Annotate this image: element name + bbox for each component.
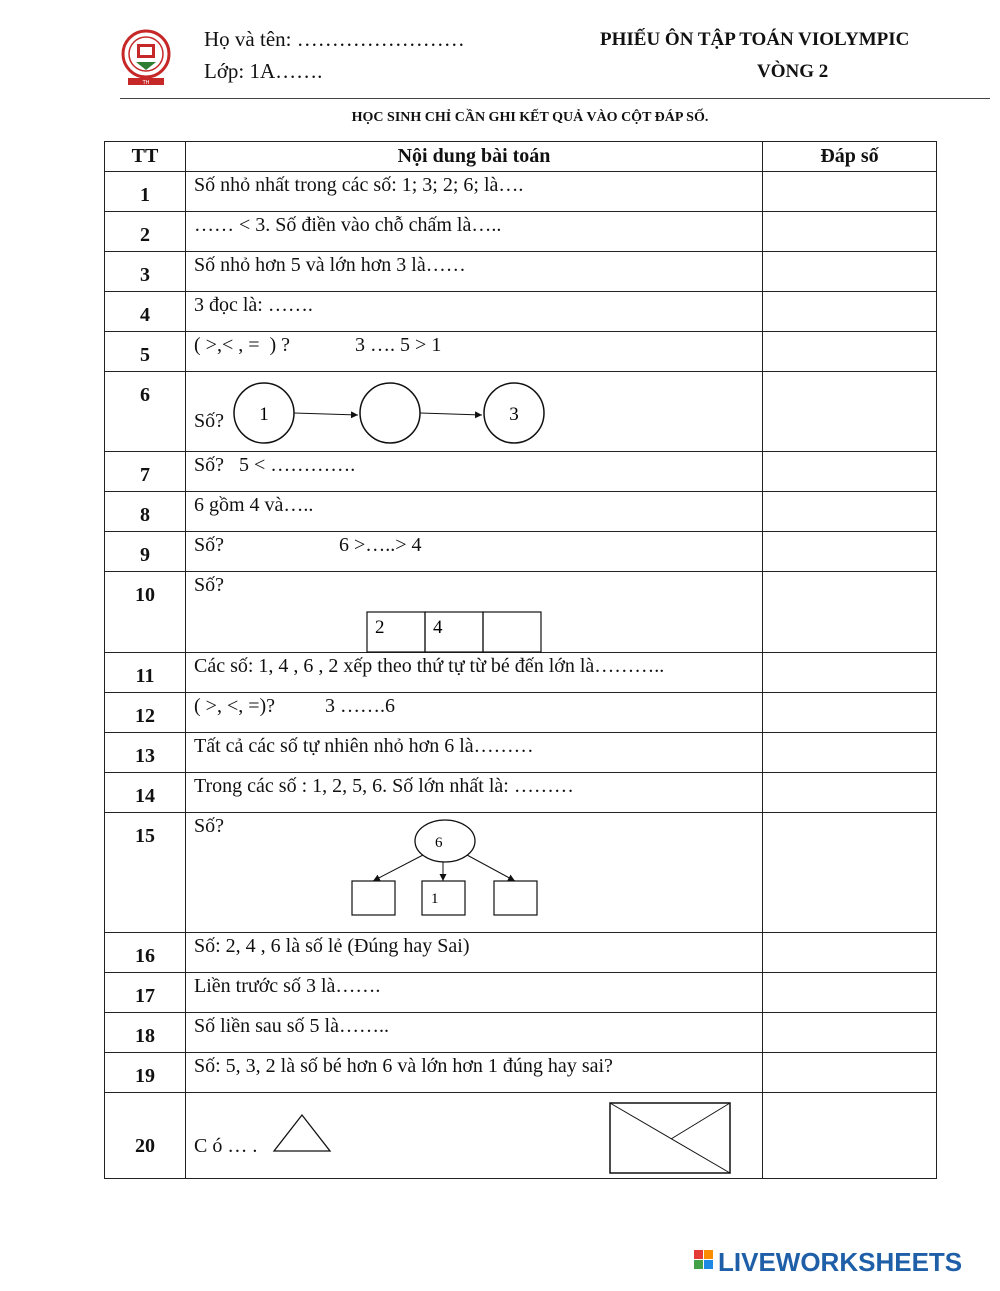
question-text: Tất cả các số tự nhiên nhỏ hơn 6 là……… [194, 735, 534, 757]
question-table [104, 141, 937, 1179]
brand-logo-icon [694, 1250, 713, 1269]
question-text: Số nhỏ nhất trong các số: 1; 3; 2; 6; là…. [194, 174, 524, 196]
logo-text: TH [142, 80, 150, 86]
number-tree-diagram [351, 819, 541, 919]
question-number: 1 [140, 184, 150, 206]
answer-cell[interactable] [763, 813, 937, 933]
answer-cell[interactable] [763, 773, 937, 813]
question-number: 8 [140, 504, 150, 526]
tree-top-value: 6 [435, 835, 443, 851]
answer-cell[interactable] [763, 572, 937, 653]
answer-cell[interactable] [763, 653, 937, 693]
answer-cell[interactable] [763, 172, 937, 212]
question-number: 7 [140, 464, 150, 486]
question-row [105, 1013, 937, 1053]
question-text: ( >,< , = ) ? 3 …. 5 > 1 [194, 334, 442, 356]
number-circle-diagram [226, 380, 556, 446]
question-row [105, 773, 937, 813]
question-number: 2 [140, 224, 150, 246]
question-number: 10 [135, 584, 155, 606]
question-number: 18 [135, 1025, 155, 1047]
question-text: Số: 5, 3, 2 là số bé hơn 6 và lớn hơn 1 đúng hay sai? [194, 1055, 613, 1077]
school-logo [120, 22, 172, 92]
header-content: Nội dung bài toán [186, 142, 763, 172]
answer-cell[interactable] [763, 292, 937, 332]
question-number: 4 [140, 304, 150, 326]
question-number: 11 [135, 665, 155, 687]
question-text: Trong các số : 1, 2, 5, 6. Số lớn nhất là: ……… [194, 775, 574, 797]
question-row [105, 172, 937, 212]
brand-square [694, 1260, 703, 1269]
box-value: 4 [433, 617, 443, 638]
question-row [105, 212, 937, 252]
question-row [105, 292, 937, 332]
triangle-icon [272, 1113, 332, 1153]
instruction: HỌC SINH CHỈ CẦN GHI KẾT QUẢ VÀO CỘT ĐÁP SỐ. [351, 110, 709, 125]
question-row [105, 1093, 937, 1179]
question-text: Số? [194, 410, 224, 432]
blank-box[interactable] [494, 881, 537, 915]
answer-cell[interactable] [763, 452, 937, 492]
brand-square [694, 1250, 703, 1259]
arrow-icon [373, 855, 423, 881]
arrow-icon [294, 413, 358, 415]
header-tt: TT [105, 142, 186, 172]
question-row [105, 532, 937, 572]
question-number: 3 [140, 264, 150, 286]
brand-text: LIVEWORKSHEETS [718, 1247, 963, 1277]
question-number: 20 [135, 1135, 155, 1157]
question-row [105, 693, 937, 733]
answer-cell[interactable] [763, 693, 937, 733]
question-text: Số? 6 >…..> 4 [194, 534, 422, 556]
question-row [105, 492, 937, 532]
question-text: Các số: 1, 4 , 6 , 2 xếp theo thứ tự từ bé đến lớn là……….. [194, 655, 665, 677]
question-row [105, 813, 937, 933]
question-text: Số? 5 < …………. [194, 454, 356, 476]
liveworksheets-brand [692, 1247, 992, 1277]
question-text: …… < 3. Số điền vào chỗ chấm là….. [194, 214, 502, 236]
round-label: VÒNG 2 [757, 61, 829, 82]
brand-mark [692, 1247, 992, 1277]
answer-cell[interactable] [763, 212, 937, 252]
question-text: Số? [194, 574, 224, 596]
tree-leaf-value: 1 [431, 891, 439, 907]
header-answer: Đáp số [763, 142, 937, 172]
brand-square [704, 1260, 713, 1269]
question-text: Số liền sau số 5 là…….. [194, 1015, 389, 1037]
answer-cell[interactable] [763, 1013, 937, 1053]
question-row [105, 933, 937, 973]
question-row [105, 452, 937, 492]
answer-cell[interactable] [763, 973, 937, 1013]
question-number: 9 [140, 544, 150, 566]
question-text: ( >, <, =)? 3 …….6 [194, 695, 396, 717]
student-name-field: Họ và tên: …………………… [204, 27, 465, 51]
question-number: 17 [135, 985, 155, 1007]
question-number: 12 [135, 705, 155, 727]
question-number: 13 [135, 745, 155, 767]
question-row [105, 653, 937, 693]
answer-cell[interactable] [763, 372, 937, 452]
question-row [105, 572, 937, 653]
question-text: 3 đọc là: ……. [194, 294, 313, 316]
question-text: 6 gồm 4 và….. [194, 494, 314, 516]
class-field: Lớp: 1A……. [204, 59, 323, 83]
blank-box[interactable] [352, 881, 395, 915]
question-row [105, 1053, 937, 1093]
question-number: 19 [135, 1065, 155, 1087]
question-row [105, 973, 937, 1013]
question-text: Số? [194, 815, 224, 837]
question-text: Số: 2, 4 , 6 là số lẻ (Đúng hay Sai) [194, 935, 470, 957]
question-text: Số nhỏ hơn 5 và lớn hơn 3 là…… [194, 254, 466, 276]
circle-value: 3 [509, 404, 519, 425]
question-row [105, 733, 937, 773]
question-number: 14 [135, 785, 155, 807]
answer-cell[interactable] [763, 1093, 937, 1179]
brand-square [704, 1250, 713, 1259]
question-number: 6 [140, 384, 150, 406]
answer-cell[interactable] [763, 933, 937, 973]
number-box-row [366, 611, 542, 653]
question-text: Liền trước số 3 là……. [194, 975, 381, 997]
answer-cell[interactable] [763, 733, 937, 773]
question-number: 16 [135, 945, 155, 967]
answer-cell[interactable] [763, 1053, 937, 1093]
question-number: 15 [135, 825, 155, 847]
blank-circle[interactable] [360, 383, 420, 443]
blank-box[interactable] [483, 612, 541, 652]
header-divider [120, 98, 990, 99]
answer-cell[interactable] [763, 492, 937, 532]
question-row [105, 252, 937, 292]
tree-top-node [415, 820, 475, 862]
rectangle-figure [609, 1102, 731, 1174]
box-value: 2 [375, 617, 385, 638]
question-row [105, 372, 937, 452]
question-row [105, 332, 937, 372]
arrow-icon [467, 855, 515, 881]
answer-cell[interactable] [763, 252, 937, 292]
answer-cell[interactable] [763, 532, 937, 572]
question-text: C ó … . [194, 1135, 258, 1157]
question-number: 5 [140, 344, 150, 366]
worksheet-title: PHIẾU ÔN TẬP TOÁN VIOLYMPIC [600, 29, 910, 50]
arrow-icon [420, 413, 482, 415]
answer-cell[interactable] [763, 332, 937, 372]
circle-value: 1 [259, 404, 269, 425]
number-box [422, 881, 465, 915]
